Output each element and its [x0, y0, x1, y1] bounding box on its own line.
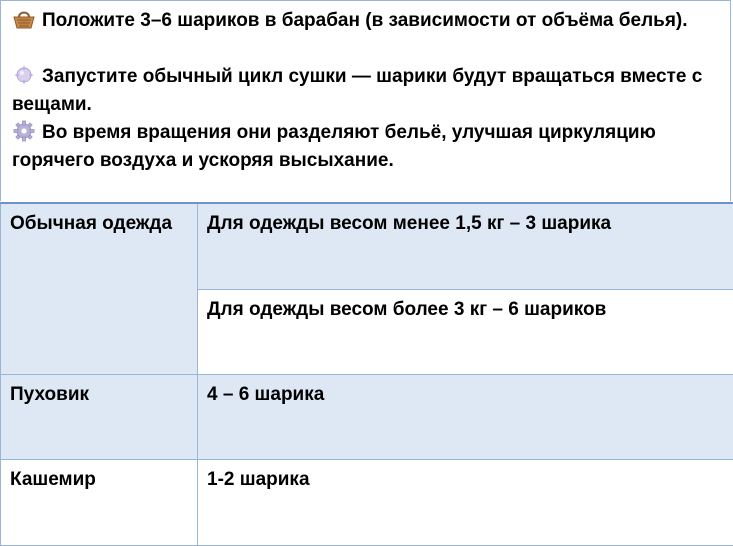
dosage-table [0, 202, 733, 546]
instruction-step-2: Запустите обычный цикл сушки — шарики будут вращаться вместе с вещами. [12, 63, 724, 119]
table-row [1, 459, 733, 545]
instruction-step-1: Положите 3–6 шариков в барабан (в зависимости от объёма белья). [12, 7, 724, 35]
sparkle-ball-icon [12, 64, 36, 86]
basket-icon [12, 8, 36, 30]
gear-icon [12, 120, 36, 142]
table-row [1, 203, 733, 289]
category-cell: Обычная одежда [1, 203, 198, 374]
category-cell: Пуховик [1, 374, 198, 459]
category-cell: Кашемир [1, 459, 198, 545]
value-cell: 4 – 6 шарика [198, 374, 733, 459]
value-cell: Для одежды весом менее 1,5 кг – 3 шарика [198, 203, 733, 289]
instruction-step-3: Во время вращения они разделяют бельё, улучшая циркуляцию горячего воздуха и ускоряя высыхание. [12, 119, 724, 175]
instructions-block [0, 0, 731, 201]
value-cell: Для одежды весом более 3 кг – 6 шариков [198, 289, 733, 374]
table-row [1, 374, 733, 459]
value-cell: 1-2 шарика [198, 459, 733, 545]
